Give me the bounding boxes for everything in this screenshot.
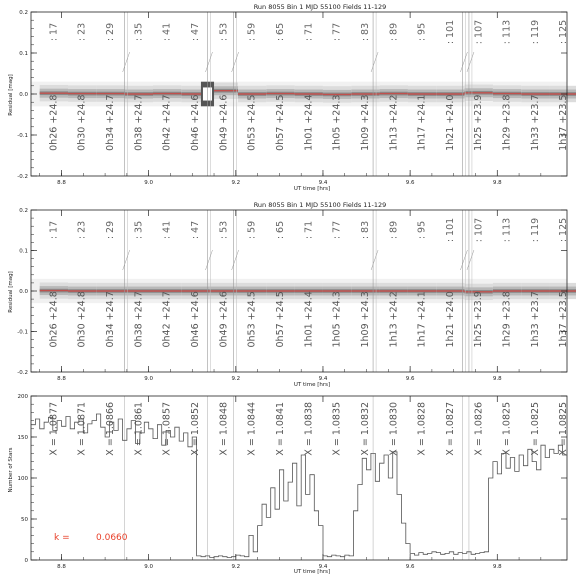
coordinate-label: 0h42 +24.7 [161, 291, 173, 348]
field-number-label: : 53 [218, 220, 230, 240]
airmass-label: X = 1.0825 [558, 401, 570, 456]
y-tick-label: 0 [24, 558, 28, 564]
coordinate-label: 1h25 +23.9 [473, 94, 485, 151]
field-number-label: : 83 [359, 22, 371, 42]
coordinate-label: 1h17 +24.1 [416, 94, 428, 151]
field-boundary-tick [232, 250, 239, 270]
coordinate-label: 0h57 +24.5 [274, 94, 286, 151]
x-axis-label: UT time [hrs] [293, 382, 331, 388]
airmass-label: X = 1.0827 [444, 401, 456, 456]
coordinate-label: 0h53 +24.5 [246, 291, 258, 348]
field-number-labels [48, 20, 569, 44]
coordinate-label: 0h26 +24.8 [48, 291, 60, 348]
coordinate-label: 0h49 +24.6 [218, 94, 230, 151]
k-value: 0.0660 [96, 533, 128, 543]
x-tick-label: 8.8 [57, 376, 66, 382]
field-number-label: : 65 [274, 22, 286, 42]
x-axis-label: UT time [hrs] [293, 569, 331, 575]
coordinate-label: 1h13 +24.2 [388, 291, 400, 348]
coordinate-label: 1h13 +24.2 [388, 94, 400, 151]
x-tick-label: 9.2 [231, 564, 241, 570]
k-label: k = [54, 533, 70, 543]
coordinate-label: 0h49 +24.6 [218, 291, 230, 348]
field-number-label: : 17 [48, 220, 60, 240]
airmass-label: X = 1.0877 [48, 401, 60, 456]
field-number-label: : 47 [190, 220, 202, 240]
x-tick-label: 9.6 [405, 564, 415, 570]
y-tick-label: 150 [17, 435, 28, 441]
field-number-label: : 107 [473, 217, 485, 243]
airmass-label: X = 1.0871 [76, 401, 88, 456]
coordinate-label: 1h09 +24.3 [359, 94, 371, 151]
coordinate-label: 1h37 +23.5 [558, 94, 570, 151]
residual-panel-top [8, 3, 576, 192]
airmass-label: X = 1.0861 [133, 401, 145, 456]
x-tick-label: 9.4 [318, 564, 328, 570]
airmass-label: X = 1.0830 [388, 401, 400, 456]
field-boundary-tick [460, 52, 467, 72]
airmass-label: X = 1.0848 [218, 401, 230, 456]
y-axis-label: Residual [mag] [8, 271, 14, 313]
field-number-label: : 113 [501, 217, 513, 243]
field-number-label: : 95 [416, 22, 428, 42]
field-number-label: : 125 [558, 19, 570, 45]
field-number-label: : 17 [48, 22, 60, 42]
y-tick-label: 0.0 [19, 289, 28, 295]
coordinate-label: 1h09 +24.3 [359, 291, 371, 348]
field-number-label: : 101 [444, 19, 456, 45]
airmass-label: X = 1.0866 [105, 401, 117, 456]
y-tick-label: 0.1 [19, 51, 28, 57]
coordinate-label: 1h01 +24.4 [303, 291, 315, 348]
x-tick-label: 8.8 [57, 564, 66, 570]
y-tick-label: -0.1 [17, 133, 28, 139]
field-number-label: : 119 [529, 19, 541, 45]
coordinate-label: 0h38 +24.7 [133, 291, 145, 348]
airmass-label: X = 1.0826 [473, 401, 485, 456]
coordinate-label: 0h38 +24.7 [133, 94, 145, 151]
star-count-panel [8, 394, 569, 575]
x-tick-label: 9.0 [144, 564, 154, 570]
coordinate-label: 0h53 +24.5 [246, 94, 258, 151]
coordinate-label: 1h37 +23.5 [558, 291, 570, 348]
coordinate-label: 1h01 +24.4 [303, 94, 315, 151]
field-boundary-tick [460, 250, 467, 270]
y-axis-label: Number of Stars [8, 447, 14, 493]
field-number-label: : 41 [161, 220, 173, 240]
field-number-label: : 101 [444, 217, 456, 243]
airmass-label: X = 1.0857 [161, 401, 173, 456]
coordinate-label: 1h05 +24.3 [331, 94, 343, 151]
field-number-label: : 77 [331, 22, 343, 42]
y-tick-label: 0.2 [19, 208, 28, 214]
field-number-label: : 59 [246, 220, 258, 240]
x-tick-label: 8.8 [57, 180, 66, 186]
x-tick-label: 9.6 [405, 180, 415, 186]
coordinate-label: 0h34 +24.7 [105, 94, 117, 151]
field-number-label: : 29 [105, 22, 117, 42]
airmass-label: X = 1.0835 [331, 401, 343, 456]
field-number-label: : 47 [190, 22, 202, 42]
field-boundary-tick [232, 52, 239, 72]
airmass-label: X = 1.0852 [190, 401, 202, 456]
field-number-label: : 59 [246, 22, 258, 42]
x-tick-label: 9.8 [492, 376, 502, 382]
coordinate-label: 0h46 +24.6 [190, 94, 202, 151]
field-number-label: : 53 [218, 22, 230, 42]
panel-title: Run 8055 Bin 1 MJD 55100 Fields 11-129 [253, 3, 387, 11]
x-axis-label: UT time [hrs] [293, 186, 331, 192]
coordinate-label: 1h17 +24.1 [416, 291, 428, 348]
y-tick-label: -0.2 [17, 370, 28, 376]
y-tick-label: 0.1 [19, 248, 28, 255]
y-tick-label: 100 [17, 476, 28, 482]
y-tick-label: 50 [21, 517, 28, 523]
x-tick-label: 9.8 [492, 564, 502, 570]
field-number-label: : 89 [388, 22, 400, 42]
field-boundary-tick [467, 52, 474, 72]
coordinate-label: 1h05 +24.3 [331, 291, 343, 348]
y-tick-label: 0.2 [19, 10, 28, 16]
field-number-label: : 83 [359, 220, 371, 240]
coordinate-label: 1h33 +23.7 [529, 291, 541, 348]
field-number-label: : 35 [133, 22, 145, 42]
coordinate-label: 0h34 +24.7 [105, 291, 117, 348]
x-tick-label: 9.0 [144, 376, 154, 382]
field-number-label: : 41 [161, 22, 173, 42]
field-boundary-tick [205, 250, 212, 270]
field-number-label: : 29 [105, 220, 117, 240]
coordinate-label: 1h29 +23.8 [501, 94, 513, 151]
x-tick-label: 9.4 [318, 180, 328, 186]
coordinate-label: 1h33 +23.7 [529, 94, 541, 151]
x-tick-label: 9.8 [492, 180, 502, 186]
airmass-label: X = 1.0844 [246, 401, 258, 456]
airmass-label: X = 1.0841 [274, 401, 286, 456]
coordinate-label: 1h29 +23.8 [501, 291, 513, 348]
field-boundary-tick [123, 250, 130, 270]
coordinate-label: 1h21 +24.0 [444, 291, 456, 348]
y-tick-label: -0.2 [17, 174, 28, 180]
coordinate-label: 0h42 +24.7 [161, 94, 173, 151]
coordinate-label: 0h30 +24.8 [76, 291, 88, 348]
field-boundary-tick [123, 52, 130, 72]
coordinate-label: 1h21 +24.0 [444, 94, 456, 151]
y-tick-label: -0.1 [17, 329, 28, 336]
airmass-label: X = 1.0825 [501, 401, 513, 456]
x-tick-label: 9.2 [231, 376, 241, 382]
field-number-label: : 23 [76, 220, 88, 240]
coordinate-label: 0h26 +24.8 [48, 94, 60, 151]
field-number-label: : 119 [529, 217, 541, 243]
airmass-label: X = 1.0838 [303, 401, 315, 456]
y-axis-label: Residual [mag] [8, 74, 14, 116]
y-tick-label: 200 [17, 394, 28, 400]
x-tick-label: 9.2 [231, 180, 241, 186]
x-tick-label: 9.0 [144, 180, 154, 186]
field-number-label: : 89 [388, 220, 400, 240]
field-number-label: : 113 [501, 19, 513, 45]
field-number-labels [48, 218, 569, 242]
residual-panel-middle [8, 201, 576, 388]
x-tick-label: 9.6 [405, 376, 415, 382]
coordinate-label: 1h25 +23.9 [473, 291, 485, 348]
field-boundary-tick [205, 52, 212, 72]
field-number-label: : 71 [303, 220, 315, 240]
panel-title: Run 8055 Bin 1 MJD 55100 Fields 11-129 [253, 201, 387, 209]
field-boundary-tick [467, 250, 474, 270]
y-tick-label: 0.0 [19, 92, 28, 98]
field-number-label: : 77 [331, 220, 343, 240]
x-tick-label: 9.4 [318, 376, 328, 382]
coordinate-label: 0h57 +24.5 [274, 291, 286, 348]
field-boundary-tick [371, 250, 378, 270]
coordinate-label: 0h46 +24.6 [190, 291, 202, 348]
airmass-label: X = 1.0832 [359, 401, 371, 456]
field-number-label: : 65 [274, 220, 286, 240]
field-number-label: : 95 [416, 220, 428, 240]
airmass-label: X = 1.0825 [529, 401, 541, 456]
field-number-label: : 23 [76, 22, 88, 42]
field-boundary-tick [371, 52, 378, 72]
field-number-label: : 125 [558, 217, 570, 243]
airmass-label: X = 1.0828 [416, 401, 428, 456]
field-number-label: : 35 [133, 220, 145, 240]
field-number-label: : 71 [303, 22, 315, 42]
coordinate-label: 0h30 +24.8 [76, 94, 88, 151]
field-number-label: : 107 [473, 19, 485, 45]
